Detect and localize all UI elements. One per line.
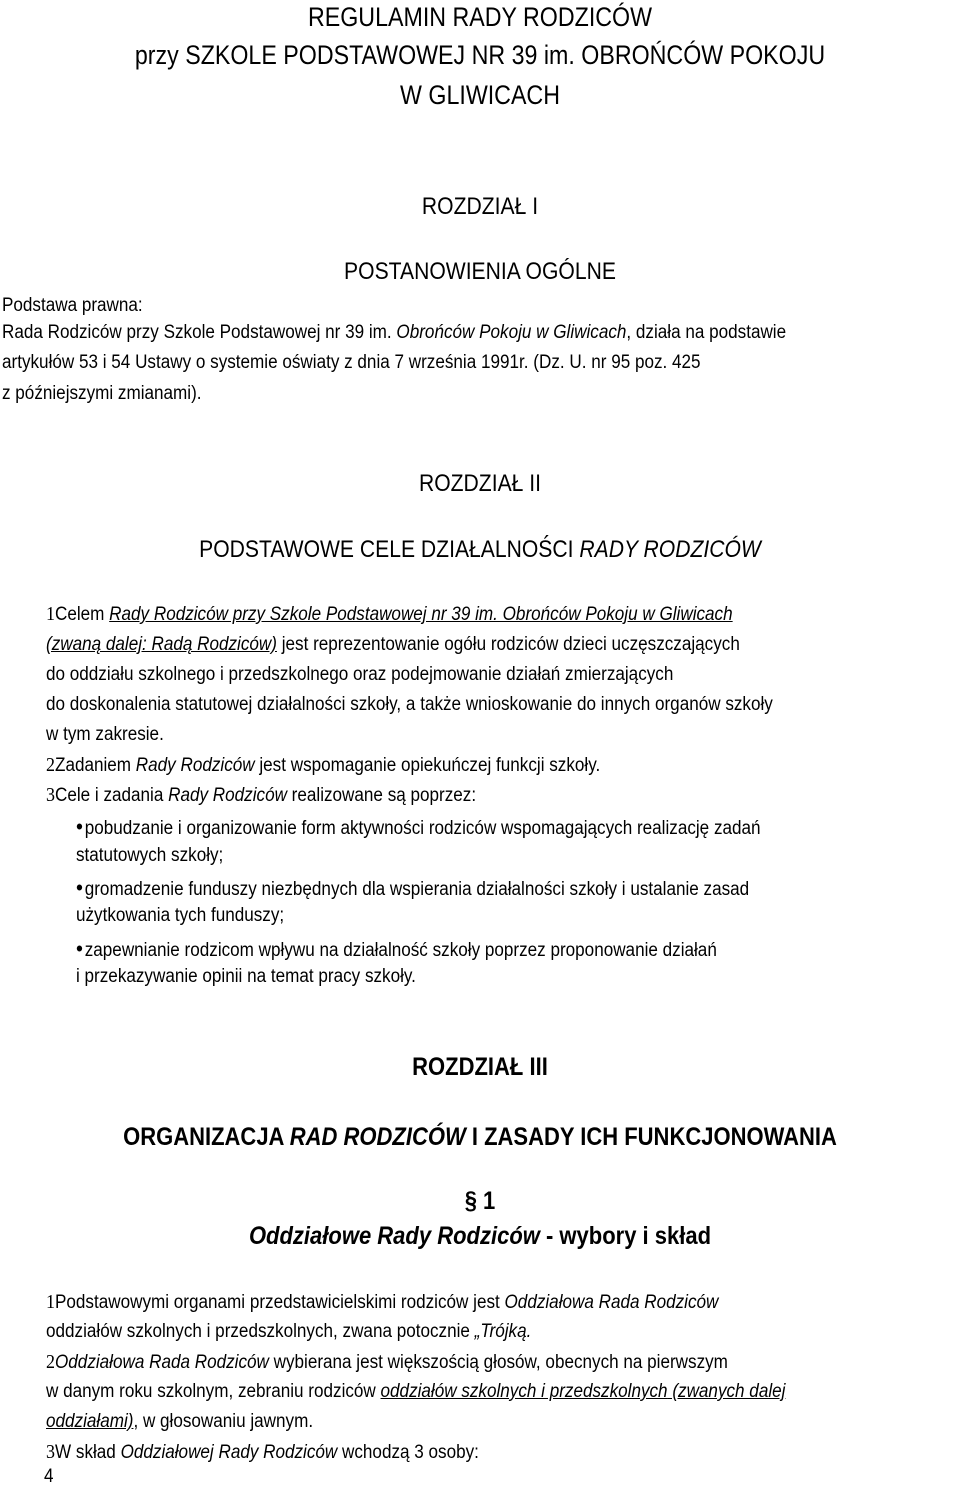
chapter-3-subheading: ORGANIZACJA RAD RODZICÓW I ZASADY ICH FUNKCJONOWANIA xyxy=(123,1123,837,1151)
document-title-line-2: przy SZKOLE PODSTAWOWEJ NR 39 im. OBROŃCÓW POKOJU xyxy=(134,40,826,70)
ch2-bullet-3-line-2: i przekazywanie opinii na temat pracy szkoły. xyxy=(76,966,416,987)
chapter-2-subheading: PODSTAWOWE CELE DZIAŁALNOŚCI RADY RODZICÓW xyxy=(199,536,761,563)
ch2-point-3: 3Cele i zadania Rady Rodziców realizowane są poprzez: xyxy=(46,784,477,806)
ch2-point-1-line-3: do oddziału szkolnego i przedszkolnego oraz podejmowanie działań zmierzających xyxy=(46,664,674,685)
ch3-point-2-line-3: oddziałami), w głosowaniu jawnym. xyxy=(46,1411,314,1432)
ch3-point-1-line-1: 1Podstawowymi organami przedstawicielskimi rodziców jest Oddziałowa Rada Rodziców xyxy=(46,1291,719,1313)
ch2-point-1-line-2: (zwaną dalej: Radą Rodziców) jest reprezentowanie ogółu rodziców dzieci uczęszczających xyxy=(46,634,740,655)
ch2-point-1-line-5: w tym zakresie. xyxy=(46,724,164,745)
bullet-icon: • xyxy=(76,814,83,839)
ch3-point-2-line-1: 2Oddziałowa Rada Rodziców wybierana jest większością głosów, obecnych na pierwszym xyxy=(46,1351,728,1373)
legal-basis-line-1: Rada Rodziców przy Szkole Podstawowej nr 39 im. Obrońców Pokoju w Gliwicach, działa na podstawie xyxy=(2,322,787,343)
document-title-line-3: W GLIWICACH xyxy=(400,80,560,110)
legal-basis-line-2: artykułów 53 i 54 Ustawy o systemie oświaty z dnia 7 września 1991r. (Dz. U. nr 95 poz. 425 xyxy=(2,352,701,373)
section-1-title: Oddziałowe Rady Rodziców - wybory i skład xyxy=(248,1222,712,1250)
ch2-bullet-1-line-1: •pobudzanie i organizowanie form aktywności rodziców wspomagających realizację zadań xyxy=(76,814,761,839)
legal-basis-line-3: z późniejszymi zmianami). xyxy=(2,383,202,404)
chapter-1-subheading: POSTANOWIENIA OGÓLNE xyxy=(344,258,616,285)
legal-basis-label: Podstawa prawna: xyxy=(2,295,143,316)
ch2-bullet-2-line-2: użytkowania tych funduszy; xyxy=(76,905,285,926)
ch2-bullet-1-line-2: statutowych szkoły; xyxy=(76,845,224,866)
chapter-3-heading: ROZDZIAŁ III xyxy=(412,1053,548,1081)
document-title-line-1: REGULAMIN RADY RODZICÓW xyxy=(307,2,653,32)
section-sign: § 1 xyxy=(464,1187,496,1215)
bullet-icon: • xyxy=(76,875,83,900)
bullet-icon: • xyxy=(76,936,83,961)
ch2-point-2: 2Zadaniem Rady Rodziców jest wspomaganie opiekuńczej funkcji szkoły. xyxy=(46,754,601,776)
ch2-bullet-3-line-1: •zapewnianie rodzicom wpływu na działalność szkoły poprzez proponowanie działań xyxy=(76,936,717,961)
ch2-bullet-2-line-1: •gromadzenie funduszy niezbędnych dla wspierania działalności szkoły i ustalanie zasad xyxy=(76,875,750,900)
chapter-1-heading: ROZDZIAŁ I xyxy=(421,193,539,220)
chapter-2-heading: ROZDZIAŁ II xyxy=(418,470,542,497)
ch2-point-1-line-1: 1Celem Rady Rodziców przy Szkole Podstawowej nr 39 im. Obrońców Pokoju w Gliwicach xyxy=(46,603,733,625)
ch2-point-1-line-4: do doskonalenia statutowej działalności szkoły, a także wnioskowanie do innych organów szkoły xyxy=(46,694,773,715)
page-number: 4 xyxy=(44,1466,54,1487)
ch3-point-1-line-2: oddziałów szkolnych i przedszkolnych, zwana potocznie „Trójką. xyxy=(46,1321,532,1342)
ch3-point-3: 3W skład Oddziałowej Rady Rodziców wchodzą 3 osoby: xyxy=(46,1441,479,1463)
ch3-point-2-line-2: w danym roku szkolnym, zebraniu rodziców oddziałów szkolnych i przedszkolnych (zwanych dalej xyxy=(46,1381,786,1402)
